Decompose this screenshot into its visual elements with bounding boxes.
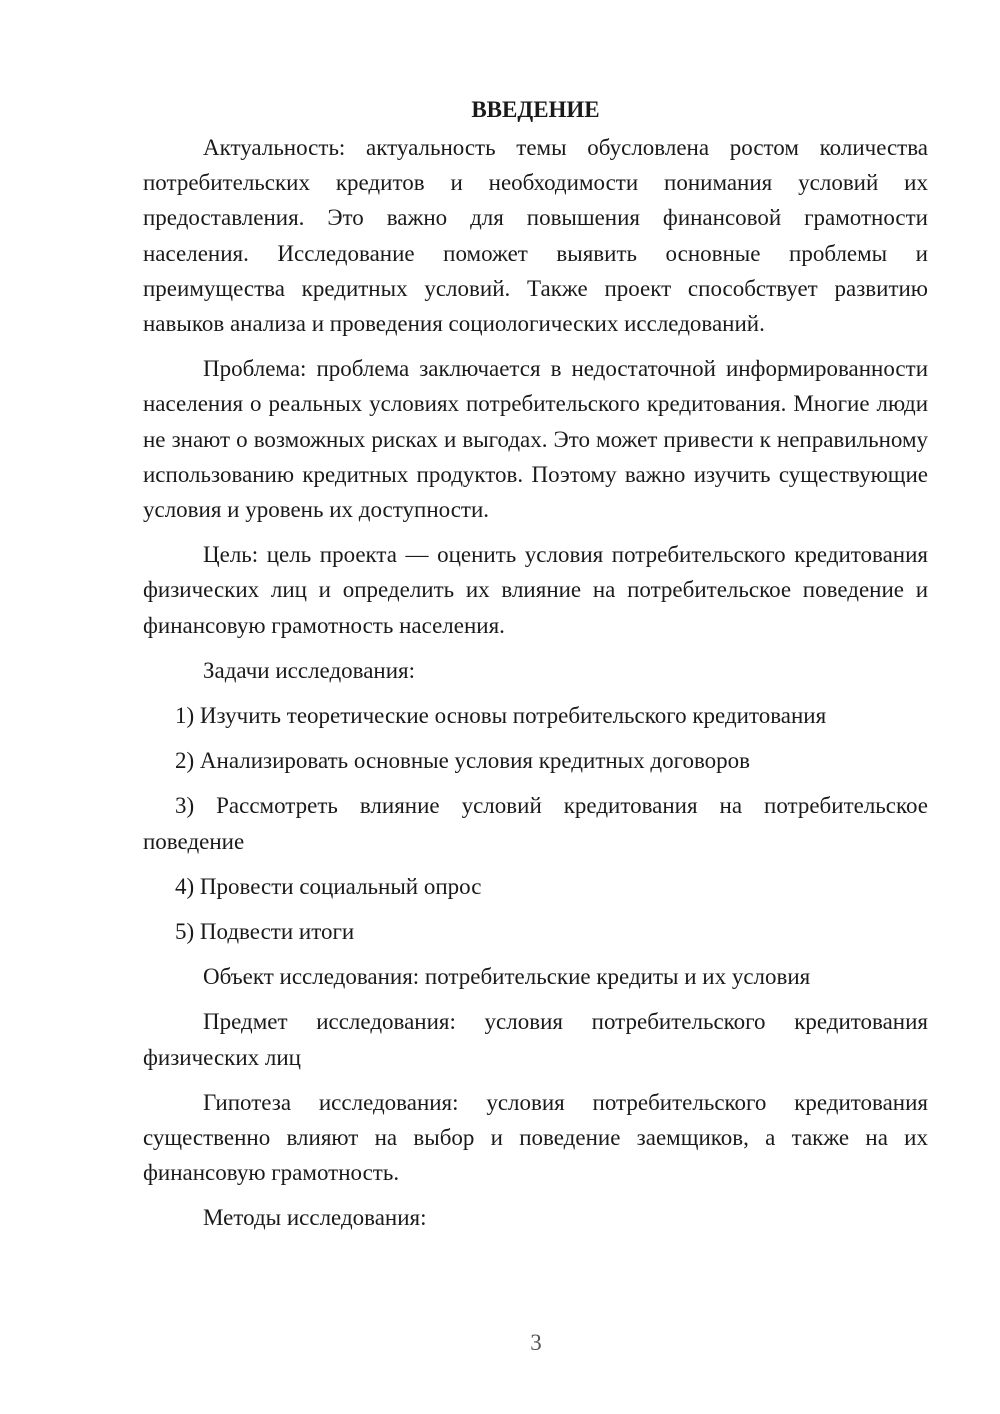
page-number: 3	[530, 1330, 542, 1355]
hypothesis-paragraph: Гипотеза исследования: условия потребительского кредитования существенно влияют на выбор и поведение заемщиков, а также на их финансовую грамотность.	[143, 1089, 928, 1186]
task-item: 4) Провести социальный опрос	[175, 873, 482, 899]
task-item: 5) Подвести итоги	[175, 919, 355, 945]
methods-paragraph: Методы исследования:	[203, 1205, 427, 1231]
task-item: 1) Изучить теоретические основы потребительского кредитования	[175, 703, 827, 729]
subject-paragraph: Предмет исследования: условия потребительского кредитования физических лиц	[143, 1009, 928, 1070]
page-title: ВВЕДЕНИЕ	[471, 97, 600, 122]
relevance-paragraph: Актуальность: актуальность темы обусловлена ростом количества потребительских кредитов и необходимости понимания условий их предоставления. Это важно для повышения финансовой грамотности населения. Исследование поможет выявить основные проблемы и преимущества кредитных условий. Также проект способствует развитию навыков анализа и проведения социологических исследований.	[143, 135, 928, 337]
task-item: 2) Анализировать основные условия кредитных договоров	[175, 748, 751, 774]
problem-paragraph: Проблема: проблема заключается в недостаточной информированности населения о реальных условиях потребительского кредитования. Многие люди не знают о возможных рисках и выгодах. Это может привести к неправильному использованию кредитных продуктов. Поэтому важно изучить существующие условия и уровень их доступности.	[143, 356, 928, 523]
page-content	[143, 92, 928, 1246]
goal-paragraph: Цель: цель проекта — оценить условия потребительского кредитования физических лиц и определить их влияние на потребительское поведение и финансовую грамотность населения.	[143, 542, 928, 638]
task-item: 3) Рассмотреть влияние условий кредитования на потребительское поведение	[143, 793, 928, 854]
tasks-heading: Задачи исследования:	[203, 657, 416, 683]
object-paragraph: Объект исследования: потребительские кредиты и их условия	[203, 964, 811, 990]
